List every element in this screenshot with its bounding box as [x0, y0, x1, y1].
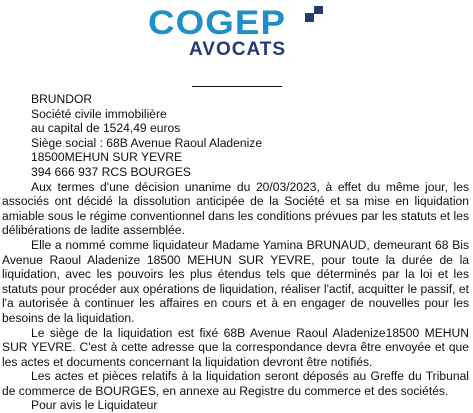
logo-brand: COGEP — [148, 4, 287, 42]
logo-subtitle: AVOCATS — [189, 39, 287, 60]
company-capital: au capital de 1524,49 euros — [31, 121, 181, 136]
company-type: Société civile immobilière — [31, 106, 167, 121]
registered-office: Siège social : 68B Avenue Raoul Aladenize — [31, 135, 263, 150]
office-city: 18500MEHUN SUR YEVRE — [31, 150, 183, 165]
separator-rule — [192, 86, 282, 87]
rcs-registration: 394 666 937 RCS BOURGES — [31, 164, 191, 179]
paragraph-liquidator: Elle a nommé comme liquidateur Madame Yamina BRUNAUD, demeurant 68 Bis Avenue Raoul Aladenize 18500 MEHUN SUR YEVRE, pour toute la durée de la liquidation, avec les pouvoirs les plus étendus tels que déterminés par la loi et les statuts pour procéder aux opérations de liquidation, réaliser l'actif, acquitter le passif, et l'a autorisée à continuer les affaires en cours et à en engager de nouvelles pour les besoins de la liquidation. — [2, 237, 469, 325]
cogep-logo — [0, 6, 473, 66]
signature: Pour avis le Liquidateur — [31, 398, 158, 413]
company-name: BRUNDOR — [31, 92, 93, 106]
paragraph-decision: Aux termes d'une décision unanime du 20/03/2023, à effet du même jour, les associés ont décidé la dissolution anticipée de la Société et sa mise en liquidation amiable sous le régime conventionnel dans les conditions prévues par les statuts et les délibérations de ladite assemblée. — [2, 179, 469, 238]
paragraph-filing: Les actes et pièces relatifs à la liquidation seront déposés au Greffe du Tribunal de commerce de BOURGES, en annexe au Registre du commerce et des sociétés. — [2, 369, 469, 398]
logo-square-small-icon — [314, 6, 323, 14]
legal-notice — [2, 92, 469, 413]
paragraph-liquidation-seat: Le siège de la liquidation est fixé 68B Avenue Raoul Aladenize18500 MEHUN SUR YEVRE. C'est à cette adresse que la correspondance devra être envoyée et que les actes et documents concernant la liquidation devront être notifiés. — [2, 325, 469, 369]
logo-square-icon — [305, 13, 314, 22]
